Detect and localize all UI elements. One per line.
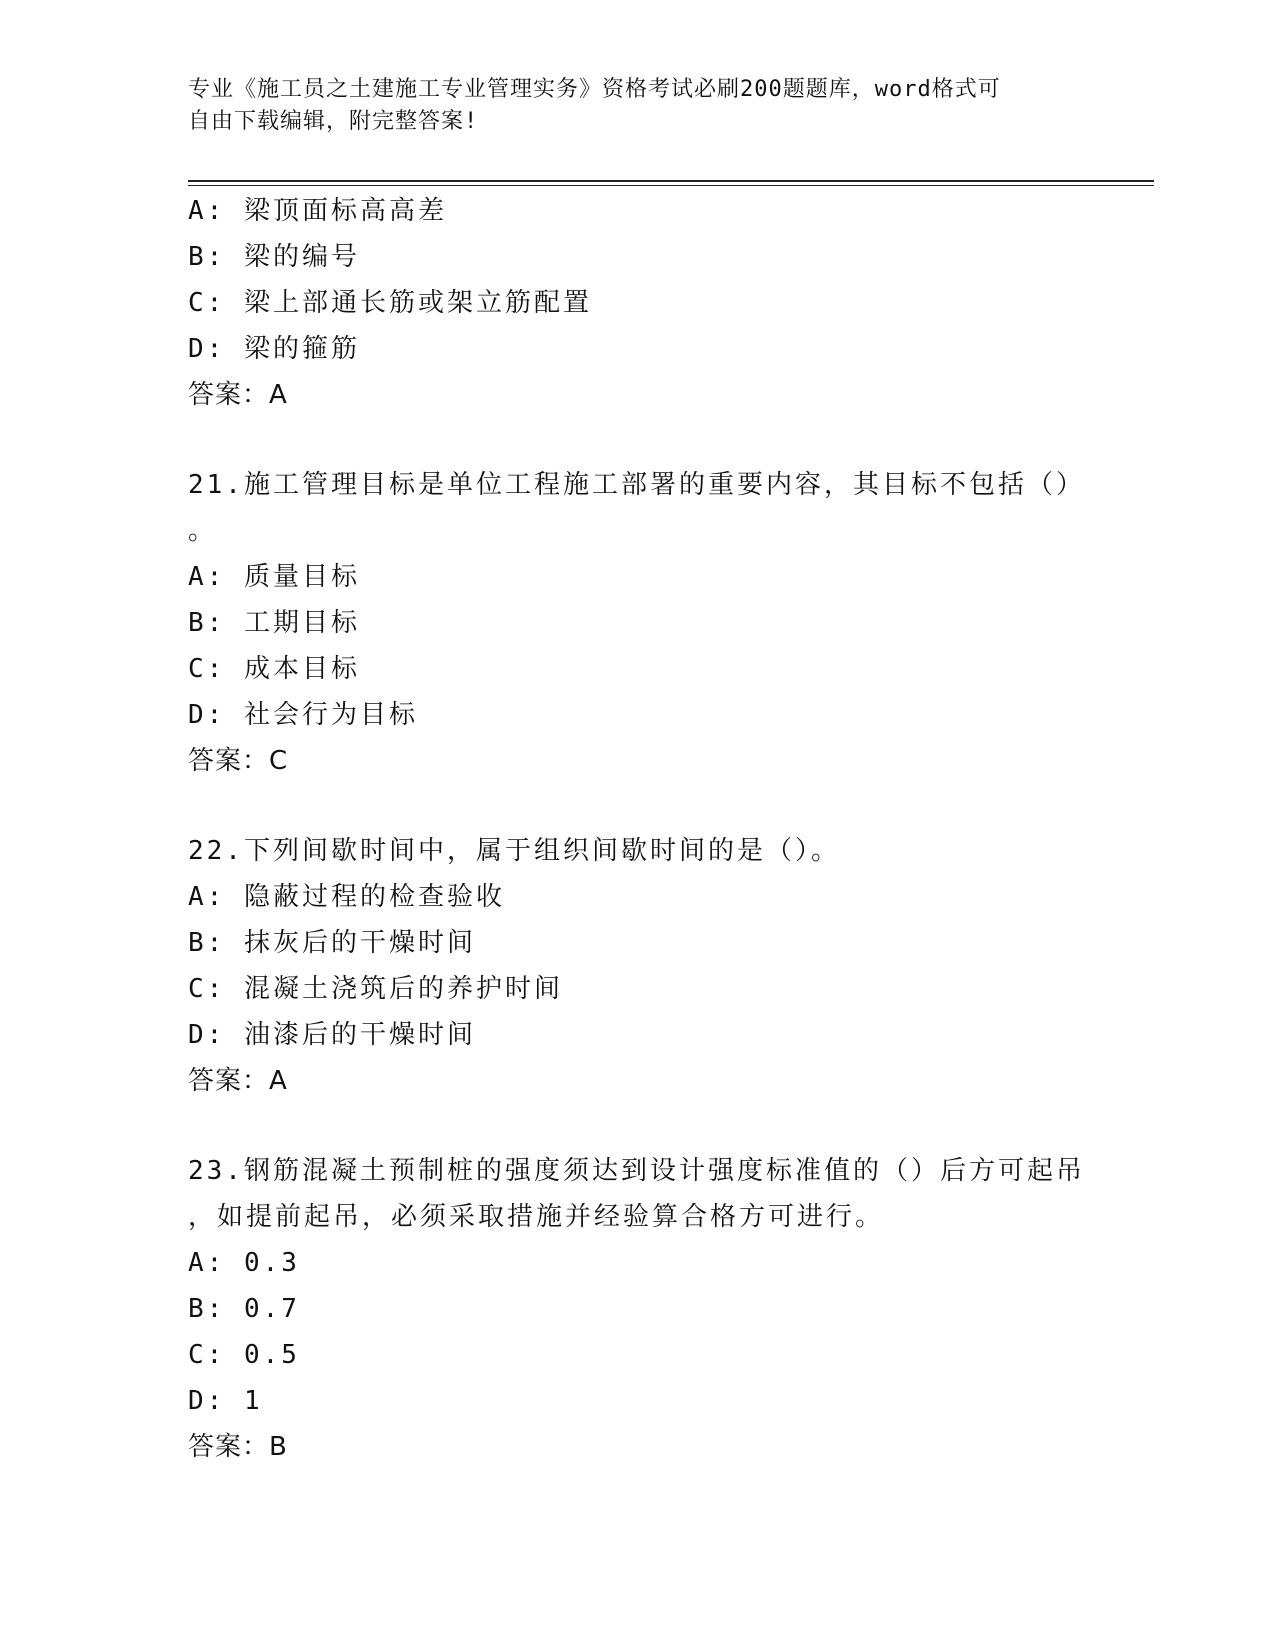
option-b: B: 0.7 bbox=[188, 1294, 300, 1324]
header-line-2: 自由下载编辑，附完整答案! bbox=[188, 109, 479, 134]
option-b: B: 工期目标 bbox=[188, 608, 360, 638]
option-b: B: 抹灰后的干燥时间 bbox=[188, 928, 476, 958]
question-23 bbox=[188, 1148, 1088, 1470]
option-d: D: 社会行为目标 bbox=[188, 700, 418, 730]
question-22 bbox=[188, 828, 1088, 1104]
question-20 bbox=[188, 188, 1088, 418]
option-a: A: 0.3 bbox=[188, 1248, 300, 1278]
option-a: A: 梁顶面标高高差 bbox=[188, 196, 447, 226]
question-stem: 23.钢筋混凝土预制桩的强度须达到设计强度标准值的（）后方可起吊 bbox=[188, 1156, 1085, 1186]
option-c: C: 成本目标 bbox=[188, 654, 360, 684]
question-stem-continued: 。 bbox=[188, 516, 218, 546]
option-c: C: 混凝土浇筑后的养护时间 bbox=[188, 974, 563, 1004]
option-d: D: 梁的箍筋 bbox=[188, 334, 360, 364]
answer: 答案：B bbox=[188, 1432, 288, 1462]
option-c: C: 梁上部通长筋或架立筋配置 bbox=[188, 288, 592, 318]
question-stem: 22.下列间歇时间中，属于组织间歇时间的是（）。 bbox=[188, 836, 840, 866]
option-a: A: 隐蔽过程的检查验收 bbox=[188, 882, 505, 912]
header-divider bbox=[188, 180, 1154, 186]
question-stem-continued: ，如提前起吊，必须采取措施并经验算合格方可进行。 bbox=[188, 1202, 885, 1232]
question-21 bbox=[188, 462, 1088, 784]
page-header bbox=[188, 74, 1068, 138]
answer: 答案：A bbox=[188, 380, 288, 410]
question-list bbox=[188, 188, 1088, 1470]
option-d: D: 1 bbox=[188, 1386, 263, 1416]
answer: 答案：C bbox=[188, 746, 289, 776]
question-stem: 21.施工管理目标是单位工程施工部署的重要内容，其目标不包括（） bbox=[188, 470, 1085, 500]
option-c: C: 0.5 bbox=[188, 1340, 300, 1370]
option-d: D: 油漆后的干燥时间 bbox=[188, 1020, 476, 1050]
answer: 答案：A bbox=[188, 1066, 288, 1096]
header-line-1: 专业《施工员之土建施工专业管理实务》资格考试必刷200题题库，word格式可 bbox=[188, 77, 1001, 102]
option-a: A: 质量目标 bbox=[188, 562, 360, 592]
option-b: B: 梁的编号 bbox=[188, 242, 360, 272]
